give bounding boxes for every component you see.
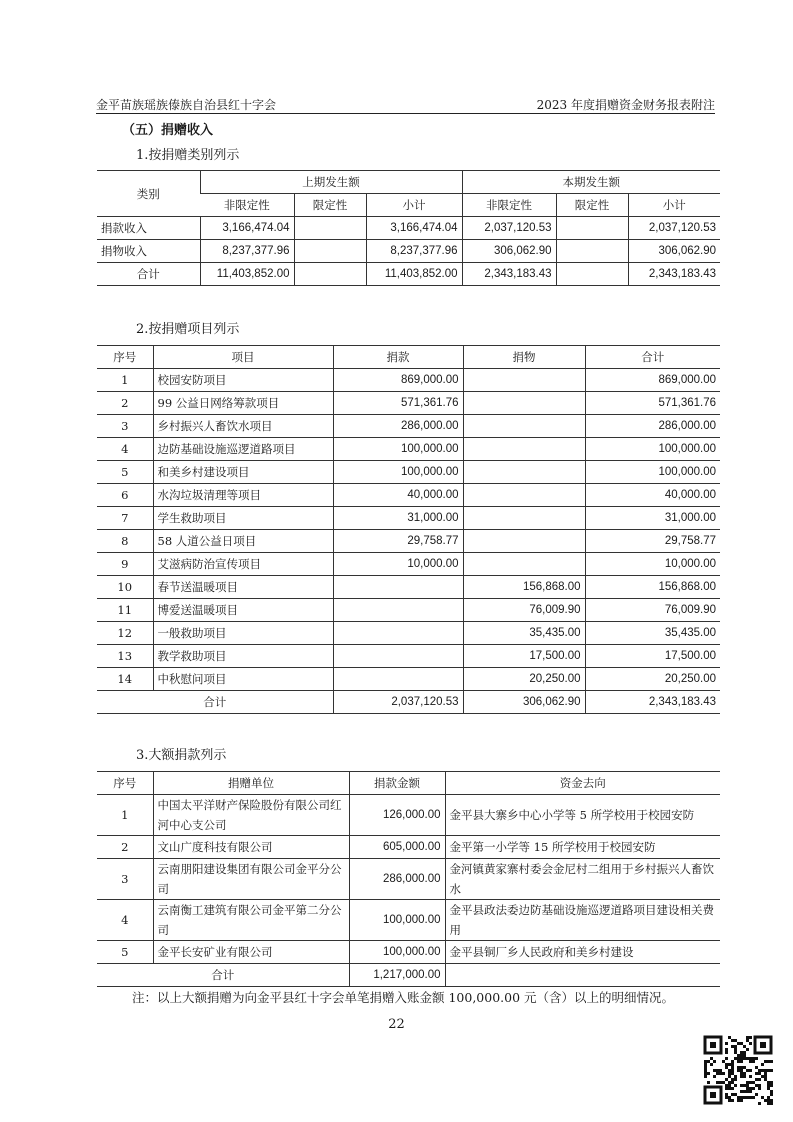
t3-header-amount: 捐款金额 xyxy=(349,772,445,795)
table-row xyxy=(97,530,720,553)
t2-cell-goods: 76,009.90 xyxy=(463,599,585,622)
t1-cell: 合计 xyxy=(97,263,200,286)
t2-cell-goods xyxy=(463,484,585,507)
t2-cell-no: 13 xyxy=(97,645,153,668)
t1-cell xyxy=(294,263,366,286)
donation-by-project-table xyxy=(97,345,720,714)
t2-cell-goods xyxy=(463,461,585,484)
t2-cell-goods: 35,435.00 xyxy=(463,622,585,645)
t2-cell-cash: 100,000.00 xyxy=(333,461,463,484)
page-number: 22 xyxy=(388,1017,405,1032)
t2-cell-no: 1 xyxy=(97,369,153,392)
t1-cell xyxy=(556,217,628,240)
t2-cell-goods xyxy=(463,530,585,553)
footnote: 注：以上大额捐赠为向金平县红十字会单笔捐赠入账金额 100,000.00 元（含）以上的明细情况。 xyxy=(132,990,675,1005)
t2-cell-no: 2 xyxy=(97,392,153,415)
t3-header-destination: 资金去向 xyxy=(445,772,720,795)
t1-cell: 3,166,474.04 xyxy=(200,217,294,240)
t3-cell-amount: 286,000.00 xyxy=(349,859,445,900)
table-row xyxy=(97,941,720,964)
t2-cell-cash: 100,000.00 xyxy=(333,438,463,461)
t3-cell-amount: 605,000.00 xyxy=(349,836,445,859)
table-row xyxy=(97,859,720,900)
t2-cell-goods: 17,500.00 xyxy=(463,645,585,668)
table-row xyxy=(97,369,720,392)
t2-cell-project: 99 公益日网络筹款项目 xyxy=(153,392,333,415)
t2-cell-total: 29,758.77 xyxy=(585,530,720,553)
t2-cell-total: 156,868.00 xyxy=(585,576,720,599)
t3-cell-donor: 金平长安矿业有限公司 xyxy=(153,941,349,964)
t1-header-restricted: 限定性 xyxy=(294,194,366,217)
t1-header-subtotal: 小计 xyxy=(628,194,720,217)
t2-header-total: 合计 xyxy=(585,346,720,369)
t2-cell-no: 4 xyxy=(97,438,153,461)
t2-cell-cash xyxy=(333,576,463,599)
table-row xyxy=(97,484,720,507)
t2-cell-total: 76,009.90 xyxy=(585,599,720,622)
header-doc-title: 2023 年度捐赠资金财务报表附注 xyxy=(536,98,715,112)
t1-cell: 3,166,474.04 xyxy=(366,217,462,240)
t3-cell-donor: 云南朋阳建设集团有限公司金平分公司 xyxy=(153,859,349,900)
table-row xyxy=(97,622,720,645)
t3-cell-amount: 126,000.00 xyxy=(349,795,445,836)
t3-cell-no: 3 xyxy=(97,859,153,900)
t2-cell-no: 7 xyxy=(97,507,153,530)
t2-cell-project: 58 人道公益日项目 xyxy=(153,530,333,553)
t2-cell-cash xyxy=(333,668,463,691)
table-row xyxy=(97,438,720,461)
t1-cell: 捐款收入 xyxy=(97,217,200,240)
table-row xyxy=(97,645,720,668)
t2-cell-no: 8 xyxy=(97,530,153,553)
t1-header-restricted: 限定性 xyxy=(556,194,628,217)
t3-cell-donor: 云南衡工建筑有限公司金平第二分公司 xyxy=(153,900,349,941)
t3-cell-no: 5 xyxy=(97,941,153,964)
t2-cell-project: 校园安防项目 xyxy=(153,369,333,392)
t3-cell-destination: 金平第一小学等 15 所学校用于校园安防 xyxy=(445,836,720,859)
table-row xyxy=(97,461,720,484)
t2-cell-cash: 286,000.00 xyxy=(333,415,463,438)
t2-header-project: 项目 xyxy=(153,346,333,369)
header-rule xyxy=(96,113,715,114)
t2-cell-project: 边防基础设施巡逻道路项目 xyxy=(153,438,333,461)
qr-code-icon xyxy=(703,1035,773,1105)
table-row xyxy=(97,392,720,415)
t2-cell-total: 286,000.00 xyxy=(585,415,720,438)
t1-header-subtotal: 小计 xyxy=(366,194,462,217)
t1-cell: 306,062.90 xyxy=(628,240,720,263)
t2-cell-goods: 20,250.00 xyxy=(463,668,585,691)
t3-total-blank xyxy=(445,964,720,987)
t2-cell-total: 20,250.00 xyxy=(585,668,720,691)
t3-cell-donor: 文山广度科技有限公司 xyxy=(153,836,349,859)
t1-cell: 2,037,120.53 xyxy=(462,217,556,240)
t3-cell-no: 4 xyxy=(97,900,153,941)
t3-cell-destination: 金平县铜厂乡人民政府和美乡村建设 xyxy=(445,941,720,964)
table-row xyxy=(97,795,720,836)
t1-cell: 8,237,377.96 xyxy=(366,240,462,263)
t1-cell xyxy=(556,240,628,263)
t2-cell-cash: 10,000.00 xyxy=(333,553,463,576)
t2-cell-goods xyxy=(463,553,585,576)
t3-cell-no: 2 xyxy=(97,836,153,859)
t2-cell-cash: 869,000.00 xyxy=(333,369,463,392)
t1-cell: 2,037,120.53 xyxy=(628,217,720,240)
t1-cell: 捐物收入 xyxy=(97,240,200,263)
t2-cell-cash: 40,000.00 xyxy=(333,484,463,507)
t2-cell-project: 和美乡村建设项目 xyxy=(153,461,333,484)
table-row xyxy=(97,900,720,941)
t3-cell-amount: 100,000.00 xyxy=(349,900,445,941)
table-row xyxy=(97,263,720,286)
t3-header-donor: 捐赠单位 xyxy=(153,772,349,795)
t2-cell-project: 中秋慰问项目 xyxy=(153,668,333,691)
t3-cell-no: 1 xyxy=(97,795,153,836)
table-row xyxy=(97,599,720,622)
t2-cell-cash xyxy=(333,622,463,645)
t1-cell: 11,403,852.00 xyxy=(200,263,294,286)
t2-cell-cash: 29,758.77 xyxy=(333,530,463,553)
t2-cell-project: 乡村振兴人畜饮水项目 xyxy=(153,415,333,438)
t2-cell-total: 100,000.00 xyxy=(585,461,720,484)
t2-cell-project: 学生救助项目 xyxy=(153,507,333,530)
t2-cell-no: 12 xyxy=(97,622,153,645)
t2-cell-goods xyxy=(463,438,585,461)
t2-cell-goods xyxy=(463,415,585,438)
t2-cell-project: 教学救助项目 xyxy=(153,645,333,668)
t1-header-unrestricted: 非限定性 xyxy=(462,194,556,217)
t1-cell xyxy=(556,263,628,286)
t2-cell-goods xyxy=(463,369,585,392)
table-row xyxy=(97,240,720,263)
t2-cell-cash: 571,361.76 xyxy=(333,392,463,415)
t3-cell-donor: 中国太平洋财产保险股份有限公司红河中心支公司 xyxy=(153,795,349,836)
t1-header-prev: 上期发生额 xyxy=(200,171,462,194)
t3-header-no: 序号 xyxy=(97,772,153,795)
t1-header-category: 类别 xyxy=(97,171,200,217)
t1-header-unrestricted: 非限定性 xyxy=(200,194,294,217)
t2-cell-project: 艾滋病防治宣传项目 xyxy=(153,553,333,576)
t1-cell: 2,343,183.43 xyxy=(462,263,556,286)
t2-cell-cash xyxy=(333,599,463,622)
table-row xyxy=(97,553,720,576)
t2-cell-no: 10 xyxy=(97,576,153,599)
t2-cell-no: 14 xyxy=(97,668,153,691)
t2-cell-no: 6 xyxy=(97,484,153,507)
t2-cell-total: 571,361.76 xyxy=(585,392,720,415)
t3-subtitle: 3.大额捐款列示 xyxy=(136,748,227,763)
t1-cell: 11,403,852.00 xyxy=(366,263,462,286)
t3-cell-destination: 金河镇黄家寨村委会金尼村二组用于乡村振兴人畜饮水 xyxy=(445,859,720,900)
t2-cell-project: 博爱送温暖项目 xyxy=(153,599,333,622)
t2-cell-no: 9 xyxy=(97,553,153,576)
t1-cell xyxy=(294,217,366,240)
t2-cell-goods xyxy=(463,392,585,415)
table-row xyxy=(97,576,720,599)
t2-cell-project: 春节送温暖项目 xyxy=(153,576,333,599)
large-donation-table xyxy=(97,771,720,987)
t2-header-no: 序号 xyxy=(97,346,153,369)
t2-cell-project: 水沟垃圾清理等项目 xyxy=(153,484,333,507)
t1-header-curr: 本期发生额 xyxy=(462,171,720,194)
t2-subtitle: 2.按捐赠项目列示 xyxy=(136,322,240,337)
table-row xyxy=(97,507,720,530)
t2-cell-no: 3 xyxy=(97,415,153,438)
t2-cell-total: 100,000.00 xyxy=(585,438,720,461)
t2-cell-total: 31,000.00 xyxy=(585,507,720,530)
t2-cell-total: 40,000.00 xyxy=(585,484,720,507)
t2-total-goods: 306,062.90 xyxy=(463,691,585,714)
header-org: 金平苗族瑶族傣族自治县红十字会 xyxy=(96,98,277,112)
section-title: （五）捐赠收入 xyxy=(122,123,214,138)
t3-cell-destination: 金平县政法委边防基础设施巡逻道路项目建设相关费用 xyxy=(445,900,720,941)
t2-total-cash: 2,037,120.53 xyxy=(333,691,463,714)
t3-cell-destination: 金平县大寨乡中心小学等 5 所学校用于校园安防 xyxy=(445,795,720,836)
t2-cell-total: 869,000.00 xyxy=(585,369,720,392)
table-row xyxy=(97,836,720,859)
t3-total-label: 合计 xyxy=(97,964,349,987)
t2-cell-project: 一般救助项目 xyxy=(153,622,333,645)
t2-cell-goods xyxy=(463,507,585,530)
donation-by-category-table xyxy=(97,170,720,286)
t2-cell-no: 11 xyxy=(97,599,153,622)
t2-total-label: 合计 xyxy=(97,691,333,714)
t1-cell: 2,343,183.43 xyxy=(628,263,720,286)
t1-cell: 306,062.90 xyxy=(462,240,556,263)
t2-header-goods: 捐物 xyxy=(463,346,585,369)
t2-header-cash: 捐款 xyxy=(333,346,463,369)
t2-total-sum: 2,343,183.43 xyxy=(585,691,720,714)
t1-subtitle: 1.按捐赠类别列示 xyxy=(136,148,240,163)
t2-cell-total: 35,435.00 xyxy=(585,622,720,645)
t2-cell-cash xyxy=(333,645,463,668)
t1-cell xyxy=(294,240,366,263)
t3-total-amount: 1,217,000.00 xyxy=(349,964,445,987)
t2-cell-cash: 31,000.00 xyxy=(333,507,463,530)
table-row xyxy=(97,668,720,691)
table-row xyxy=(97,217,720,240)
t3-cell-amount: 100,000.00 xyxy=(349,941,445,964)
table-row xyxy=(97,415,720,438)
t2-cell-no: 5 xyxy=(97,461,153,484)
t2-cell-total: 17,500.00 xyxy=(585,645,720,668)
t1-cell: 8,237,377.96 xyxy=(200,240,294,263)
t2-cell-total: 10,000.00 xyxy=(585,553,720,576)
t2-cell-goods: 156,868.00 xyxy=(463,576,585,599)
